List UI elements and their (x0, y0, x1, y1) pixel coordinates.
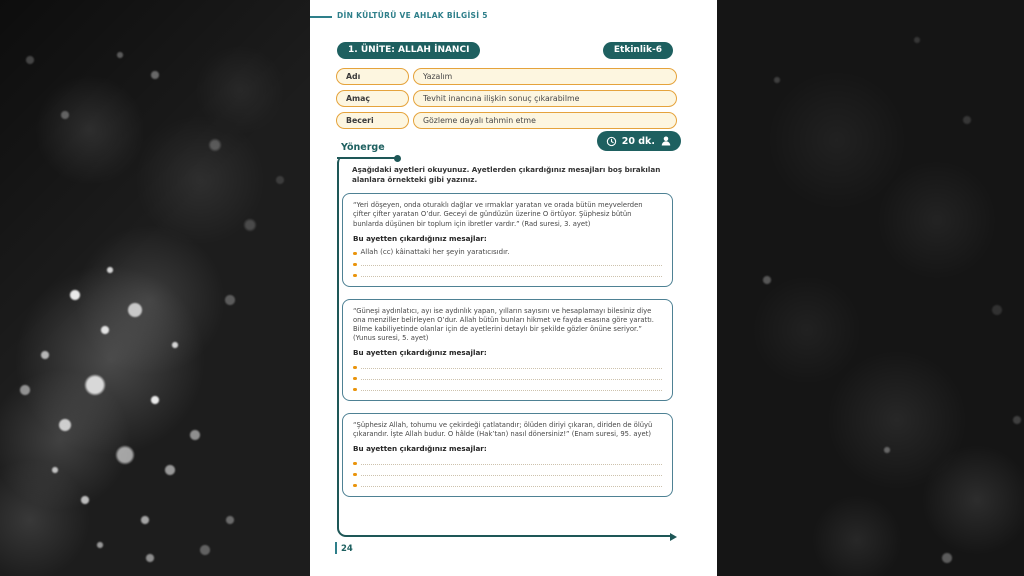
bullet-dot-icon (353, 377, 357, 381)
clock-icon (606, 136, 617, 147)
verse-text: “Yeri döşeyen, onda oturaklı dağlar ve ırmaklar yaratan ve orada bütün meyvelerden çifter çifter yaratan O’dur. Geceyi de gündüzün üzerine O örtüyor. Şüphesiz bütün bunlarda düşünen bir toplum için ibretler vardır.” (Rad suresi, 3. ayet) (353, 201, 643, 228)
verse-box-1 (342, 193, 673, 286)
write-in-rule (361, 390, 663, 391)
write-in-rule (361, 486, 663, 487)
duration-text: 20 dk. (621, 135, 655, 147)
field-value: Tevhit inancına ilişkin sonuç çıkarabilme (413, 90, 677, 107)
field-value: Yazalım (413, 68, 677, 85)
verse-box-2 (342, 299, 673, 401)
directive-label: Yönerge (341, 142, 385, 153)
bullet-dot-icon (353, 388, 357, 392)
background-bokeh-right (717, 0, 1024, 576)
arrow-right-icon (670, 533, 677, 541)
bullet-dot-icon (353, 274, 357, 278)
background-bokeh-left (0, 0, 310, 576)
duration-badge (597, 131, 681, 151)
write-in-rule (361, 276, 663, 277)
bullet-dot-icon (353, 252, 357, 256)
answer-text: Allah (cc) kâinattaki her şeyin yaratıcısıdır. (360, 247, 510, 256)
page-number: 24 (341, 544, 353, 554)
answer-line-blank[interactable] (353, 269, 662, 280)
messages-prompt: Bu ayetten çıkardığınız mesajlar: (353, 443, 487, 453)
field-label: Beceri (336, 112, 409, 129)
answer-line-blank[interactable] (353, 468, 662, 479)
messages-prompt: Bu ayetten çıkardığınız mesajlar: (353, 233, 487, 243)
bullet-dot-icon (353, 462, 357, 466)
answers-list (353, 457, 662, 490)
bullet-dot-icon (353, 263, 357, 267)
verse-text: “Şüphesiz Allah, tohumu ve çekirdeği çatlatandır; ölüden diriyi çıkaran, diriden de ölüyü çıkarandır. İşte Allah budur. O hâlde (Hak’tan) nasıl dönersiniz!” (Enam suresi, 95. ayet) (353, 420, 653, 438)
bullet-dot-icon (353, 473, 357, 477)
bullet-dot-icon (353, 366, 357, 370)
bokeh-dots (0, 0, 310, 576)
header-rule (310, 16, 332, 18)
workbook-page (310, 0, 717, 576)
field-label: Adı (336, 68, 409, 85)
unit-title-badge: 1. ÜNİTE: ALLAH İNANCI (337, 42, 480, 59)
bullet-dot-icon (353, 484, 357, 488)
course-title: DİN KÜLTÜRÜ VE AHLAK BİLGİSİ 5 (337, 11, 488, 20)
bokeh-dots (717, 0, 1024, 576)
field-value: Gözleme dayalı tahmin etme (413, 112, 677, 129)
answer-line-blank[interactable] (353, 383, 662, 394)
messages-prompt: Bu ayetten çıkardığınız mesajlar: (353, 347, 487, 357)
activity-number-badge: Etkinlik-6 (603, 42, 673, 59)
field-label: Amaç (336, 90, 409, 107)
answer-line-filled (353, 247, 662, 258)
instruction-text: Aşağıdaki ayetleri okuyunuz. Ayetlerden çıkardığınız mesajları boş bırakılan alanlara örnekteki gibi yazınız. (352, 165, 661, 184)
answers-list (353, 361, 662, 394)
verse-text: “Güneşi aydınlatıcı, ayı ise aydınlık yapan, yılların sayısını ve hesaplamayı bilesiniz diye ona menziller belirleyen O’dur. Allah bütün bunları hikmet ve fayda esasına göre yarattı. Bilme kabiliyetinde olanlar için de ayetlerini detaylı bir şekilde gözler önüne seriyor.” (Yunus suresi, 5. ayet) (353, 306, 654, 342)
answer-line-blank[interactable] (353, 457, 662, 468)
write-in-rule (361, 368, 663, 369)
verse-box-3 (342, 413, 673, 497)
directive-body (342, 165, 673, 509)
page-number-rule (335, 542, 337, 554)
write-in-rule (361, 265, 663, 266)
answer-line-blank[interactable] (353, 372, 662, 383)
person-icon (660, 135, 672, 147)
answers-list (353, 247, 662, 280)
write-in-rule (361, 464, 663, 465)
write-in-rule (361, 475, 663, 476)
write-in-rule (361, 379, 663, 380)
answer-line-blank[interactable] (353, 258, 662, 269)
answer-line-blank[interactable] (353, 361, 662, 372)
answer-line-blank[interactable] (353, 479, 662, 490)
